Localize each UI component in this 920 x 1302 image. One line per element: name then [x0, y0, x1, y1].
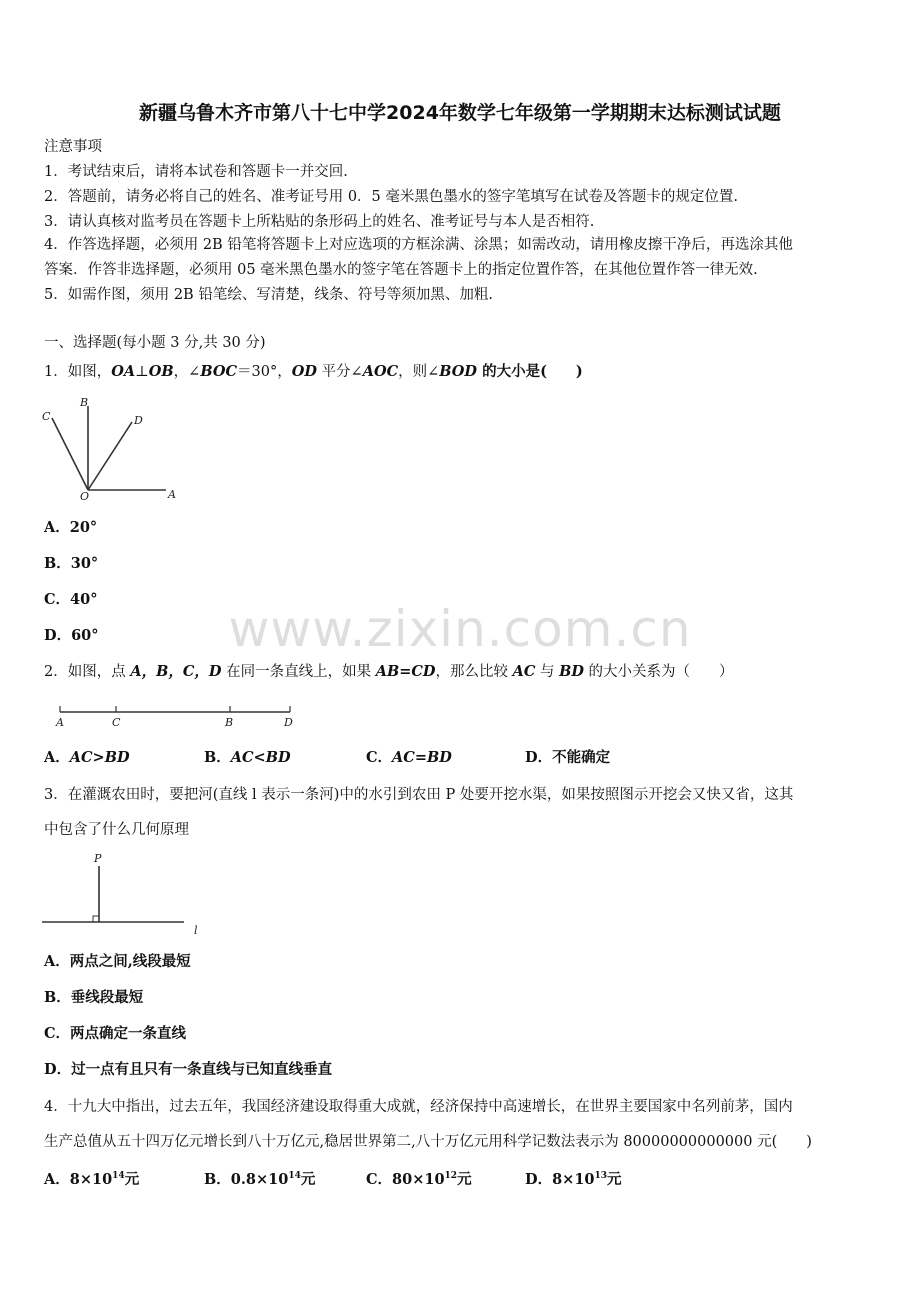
q3-perpendicular-figure	[40, 850, 200, 940]
q2-option-a	[44, 748, 130, 768]
math-term: AC	[512, 663, 536, 680]
section-heading: 一、选择题(每小题 3 分,共 30 分)	[44, 335, 266, 351]
question-text: 如图，点	[67, 664, 131, 680]
q4-option-d	[525, 1170, 622, 1190]
q3-option-b: B．垂线段最短	[44, 989, 144, 1006]
option-letter: B．	[204, 749, 231, 766]
question-text: 如图，	[67, 364, 112, 380]
notice-item: 1．考试结束后，请将本试卷和答题卡一并交回.	[44, 164, 348, 180]
right-angle-mark	[93, 916, 99, 922]
option-text: D．8×10	[525, 1171, 595, 1188]
label-b: B	[225, 716, 234, 729]
math-term: AB=CD	[375, 663, 436, 680]
question-3-line-1: 3．在灌溉农田时，要把河(直线 l 表示一条河)中的水引到农田 P 处要开挖水渠，如果按照图示开挖会又快又省，这其	[44, 787, 794, 803]
ray-oc	[52, 418, 88, 490]
math-term: OB	[148, 363, 174, 380]
watermark: www.zixin.com.cn	[228, 600, 692, 658]
option-unit: 元	[300, 1171, 316, 1188]
question-text: ＝30°，	[237, 364, 292, 380]
q4-option-b	[204, 1170, 315, 1190]
page-title: 新疆乌鲁木齐市第八十七中学2024年数学七年级第一学期期末达标测试试题	[139, 102, 781, 124]
question-number: 1．	[44, 364, 68, 380]
notice-item: 答案．作答非选择题，必须用 05 毫米黑色墨水的签字笔在答题卡上的指定位置作答，在其他位置作答一律无效.	[44, 262, 758, 278]
option-letter: A．	[44, 749, 70, 766]
notice-heading: 注意事项	[44, 139, 102, 155]
q2-option-b	[204, 748, 291, 768]
math-term: AOC	[362, 363, 399, 380]
notice-item: 2．答题前，请务必将自己的姓名、准考证号用 0．5 毫米黑色墨水的签字笔填写在试卷及答题卡的规定位置.	[44, 189, 738, 205]
q2-segment-figure	[44, 702, 304, 732]
math-symbol: ⊥	[135, 364, 149, 380]
label-l: l	[194, 924, 198, 937]
label-a: A	[168, 488, 176, 501]
option-text: AC=BD	[392, 749, 452, 766]
option-unit: 元	[607, 1171, 622, 1188]
question-2	[44, 662, 734, 682]
option-text: B．0.8×10	[204, 1171, 289, 1188]
q1-option-a: A．20°	[44, 519, 98, 536]
math-term: OA	[111, 363, 136, 380]
question-text: 平分∠	[316, 364, 363, 380]
option-text: A．8×10	[44, 1171, 113, 1188]
question-3-line-2: 中包含了什么几何原理	[44, 822, 189, 838]
option-exponent: 13	[594, 1171, 608, 1181]
option-text: AC>BD	[69, 749, 130, 766]
label-c: C	[112, 716, 121, 729]
question-text: 的大小关系为（ ）	[583, 664, 734, 680]
label-d: D	[284, 716, 293, 729]
q3-option-c: C．两点确定一条直线	[44, 1025, 187, 1042]
math-term: BOD	[439, 363, 478, 380]
option-letter: C．	[366, 749, 393, 766]
q3-option-a: A．两点之间,线段最短	[44, 953, 191, 970]
question-text: ，则∠	[398, 364, 440, 380]
option-letter: D．	[525, 749, 553, 766]
notice-item: 4．作答选择题，必须用 2B 铅笔将答题卡上对应选项的方框涂满、涂黑；如需改动，请用橡皮擦干净后，再选涂其他	[44, 237, 793, 253]
q4-option-c	[366, 1170, 472, 1190]
math-term: A，B，C，D	[130, 663, 222, 680]
option-unit: 元	[124, 1171, 140, 1188]
question-text: ，那么比较	[435, 664, 513, 680]
question-text: 的大小是( )	[477, 363, 583, 380]
question-1	[44, 362, 583, 382]
q1-option-c: C．40°	[44, 591, 98, 608]
notice-item: 3．请认真核对监考员在答题卡上所粘贴的条形码上的姓名、准考证号与本人是否相符.	[44, 214, 595, 230]
q2-option-d	[525, 748, 610, 768]
question-number: 2．	[44, 664, 68, 680]
label-p: P	[94, 852, 102, 865]
option-exponent: 14	[288, 1171, 301, 1181]
question-4-line-2: 生产总值从五十四万亿元增长到八十万亿元,稳居世界第二,八十万亿元用科学记数法表示为 80000000000000 元( )	[44, 1134, 812, 1150]
q1-option-b: B．30°	[44, 555, 99, 572]
option-text: AC<BD	[230, 749, 291, 766]
math-term: BOC	[200, 363, 238, 380]
question-text: 在同一条直线上，如果	[221, 664, 376, 680]
option-exponent: 12	[444, 1171, 458, 1181]
q2-option-c	[366, 748, 452, 768]
label-o: O	[80, 490, 90, 503]
notice-item: 5．如需作图，须用 2B 铅笔绘、写清楚，线条、符号等须加黑、加粗.	[44, 287, 493, 303]
label-d: D	[134, 414, 143, 427]
question-text: 与	[535, 664, 560, 680]
option-unit: 元	[457, 1171, 472, 1188]
option-text: 不能确定	[552, 749, 611, 766]
math-term: OD	[291, 363, 317, 380]
ray-od	[88, 422, 132, 490]
q3-option-d: D．过一点有且只有一条直线与已知直线垂直	[44, 1061, 333, 1078]
label-c: C	[42, 410, 51, 423]
q1-angle-figure	[38, 392, 188, 504]
label-b: B	[80, 396, 89, 409]
option-exponent: 14	[112, 1171, 125, 1181]
option-text: C．80×10	[366, 1171, 445, 1188]
question-text: ，∠	[173, 364, 201, 380]
label-a: A	[56, 716, 64, 729]
q1-option-d: D．60°	[44, 627, 99, 644]
q4-option-a	[44, 1170, 139, 1190]
question-4-line-1: 4．十九大中指出，过去五年，我国经济建设取得重大成就，经济保持中高速增长，在世界主要国家中名列前茅，国内	[44, 1099, 793, 1115]
math-term: BD	[559, 663, 584, 680]
